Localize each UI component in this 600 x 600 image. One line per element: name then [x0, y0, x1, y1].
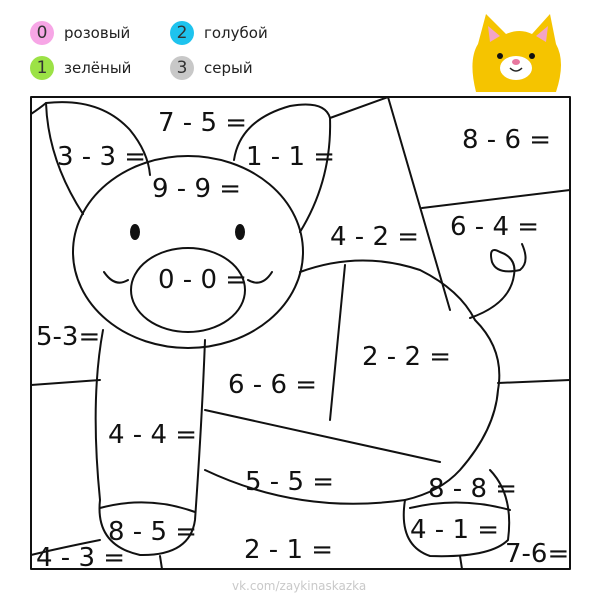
eq-right-ear: 1 - 1 = [246, 142, 336, 172]
line-right-h1 [422, 190, 570, 208]
line-ear-right-top [330, 97, 388, 118]
eq-snout: 0 - 0 = [158, 265, 248, 295]
eq-between: 4 - 2 = [330, 222, 420, 252]
eq-belly: 5 - 5 = [245, 467, 335, 497]
cat-mascot-icon [472, 14, 561, 92]
eq-bottom-right: 7-6= [505, 539, 570, 569]
cat-nose [512, 59, 520, 65]
eq-left-side: 5-3= [36, 322, 101, 352]
eq-hind-leg: 8 - 8 = [428, 474, 518, 504]
eq-front-hoof: 8 - 5 = [108, 517, 198, 547]
green-swatch: 1 [30, 56, 54, 80]
line-back-split [330, 265, 345, 420]
line-top-diagonal [388, 97, 450, 310]
legend-label: зелёный [64, 59, 132, 77]
line-bottom-hoof-right [460, 556, 462, 569]
eq-back: 2 - 2 = [362, 342, 452, 372]
cat-eye-right [529, 53, 535, 59]
line-bottom-hoof-left [160, 556, 162, 569]
right-eye [236, 225, 244, 239]
legend-label: розовый [64, 24, 131, 42]
line-left-h [31, 380, 100, 385]
eq-forehead: 9 - 9 = [152, 174, 242, 204]
right-cheek [248, 272, 272, 283]
pig-tail [470, 244, 526, 318]
gray-swatch: 3 [170, 56, 194, 80]
eq-left-ear: 3 - 3 = [57, 142, 147, 172]
line-chest-diag [205, 410, 440, 462]
cat-eye-left [497, 53, 503, 59]
eq-hind-hoof: 4 - 1 = [410, 515, 500, 545]
legend-label: голубой [204, 24, 268, 42]
pink-swatch: 0 [30, 21, 54, 45]
cat-head [472, 14, 561, 92]
legend-label: серый [204, 59, 253, 77]
eq-front-leg: 4 - 4 = [108, 420, 198, 450]
pig-back [300, 260, 499, 500]
left-eye [131, 225, 139, 239]
line-right-h2 [498, 380, 570, 383]
eq-top-right: 8 - 6 = [462, 125, 552, 155]
eq-right-mid: 6 - 4 = [450, 212, 540, 242]
front-hoof-line [100, 502, 195, 512]
eq-top-center: 7 - 5 = [158, 108, 248, 138]
line-ear-top-left [31, 103, 46, 114]
blue-swatch: 2 [170, 21, 194, 45]
eq-chest: 6 - 6 = [228, 370, 318, 400]
watermark: vk.com/zaykinaskazka [232, 579, 367, 593]
eq-bottom-center: 2 - 1 = [244, 535, 334, 565]
eq-bottom-left: 4 - 3 = [36, 543, 126, 573]
left-cheek [104, 272, 128, 283]
